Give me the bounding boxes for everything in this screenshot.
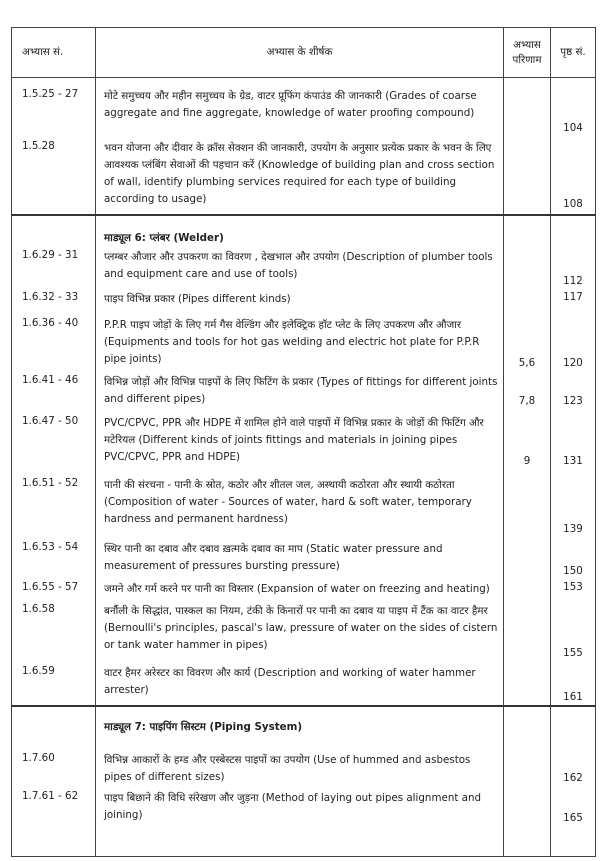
page-no: 153 [551, 579, 596, 601]
exercise-title: स्थिर पानी का दबाव और दबाव ख़त्मके दबाव का माप (Static water pressure and measurement of pressures bursting pressure) [96, 537, 504, 579]
exercise-outcome [504, 661, 551, 705]
table-row [12, 249, 596, 289]
exercise-no: 1.5.25 - 27 [12, 78, 96, 136]
exercise-title: P.P.R पाइप जोड़ों के लिए गर्म गैस वेल्डिंग और इलेक्ट्रिक हॉट प्लेट के लिए उपकरण और औजार (Equipments and tools for hot gas welding and electric hot plate for P.P.R pipe joints) [96, 313, 504, 371]
table-row [12, 371, 596, 411]
table-row [12, 313, 596, 371]
header-exercise-no: अभ्यास सं. [12, 28, 96, 78]
exercise-no: 1.6.47 - 50 [12, 411, 96, 475]
exercise-title: मोटे समुच्चय और महीन समुच्चय के ग्रेड, वाटर प्रूफिंग कंपाउंड की जानकारी (Grades of coarse aggregate and fine aggregate, knowledge of water proofing compound) [96, 78, 504, 136]
header-page-no: पृष्ठ सं. [551, 28, 596, 78]
page-no: 104 [551, 78, 596, 136]
exercise-title: वाटर हैमर अरेस्टर का विवरण और कार्य (Description and working of water hammer arrester) [96, 661, 504, 705]
exercise-no: 1.6.51 - 52 [12, 475, 96, 537]
header-title: अभ्यास के शीर्षक [96, 28, 504, 78]
exercise-title: विभिन्न आकारों के हम्ड और एस्बेस्टस पाइपों का उपयोग (Use of hummed and asbestos pipes of different sizes) [96, 742, 504, 786]
table-row [12, 289, 596, 313]
page-no: 162 [551, 742, 596, 786]
page-no: 131 [551, 411, 596, 475]
exercise-title: पानी की संरचना - पानी के स्रोत, कठोर और शीतल जल, अस्थायी कठोरता और स्थायी कठोरता (Composition of water - Sources of water, hard & soft water, temporary hardness and permanent hardness) [96, 475, 504, 537]
page-no: 165 [551, 786, 596, 826]
exercise-no: 1.6.55 - 57 [12, 579, 96, 601]
table-row [12, 475, 596, 537]
page-no: 108 [551, 136, 596, 214]
header-row [12, 28, 596, 78]
page-no: 161 [551, 661, 596, 705]
exercise-no: 1.6.32 - 33 [12, 289, 96, 313]
exercise-no: 1.5.28 [12, 136, 96, 214]
exercise-title: PVC/CPVC, PPR और HDPE में शामिल होने वाले पाइपों में विभिन्न प्रकार के जोड़ों की फिटिंग और मटेरियल (Different kinds of joints fittings and materials in joining pipes PVC/CPVC, PPR and HDPE) [96, 411, 504, 475]
table-row [12, 537, 596, 579]
exercise-no: 1.6.36 - 40 [12, 313, 96, 371]
table-row [12, 661, 596, 705]
header-outcome: अभ्यास परिणाम [504, 28, 551, 78]
exercise-outcome: 9 [504, 411, 551, 475]
contents-table [11, 27, 596, 857]
module-7-heading: माड्यूल 7: पाइपिंग सिस्टम (Piping System) [96, 706, 504, 742]
exercise-outcome [504, 289, 551, 313]
exercise-outcome: 5,6 [504, 313, 551, 371]
page-no: 123 [551, 371, 596, 411]
exercise-outcome [504, 249, 551, 289]
exercise-title: भवन योजना और दीवार के क्रॉस सेक्शन की जानकारी, उपयोग के अनुसार प्रत्येक प्रकार के भवन के लिए आवश्यक प्लंबिंग सेवाओं की पहचान करें (Knowledge of building plan and cross section of wall, identify plumbing services required for each type of building according to usage) [96, 136, 504, 214]
table-row [12, 579, 596, 601]
exercise-no: 1.6.41 - 46 [12, 371, 96, 411]
page-no: 139 [551, 475, 596, 537]
exercise-title: प्लम्बर औजार और उपकरण का विवरण , देखभाल और उपयोग (Description of plumber tools and equipment care and use of tools) [96, 249, 504, 289]
exercise-outcome [504, 786, 551, 826]
exercise-title: बर्नौली के सिद्धांत, पास्कल का नियम, टंकी के किनारों पर पानी का दबाव या पाइप में टैंक का वाटर हैमर (Bernoulli's principles, pascal's law, pressure of water on the sides of cistern or tank water hammer in pipes) [96, 601, 504, 661]
exercise-title: जमने और गर्म करने पर पानी का विस्तार (Expansion of water on freezing and heating) [96, 579, 504, 601]
exercise-no: 1.6.29 - 31 [12, 249, 96, 289]
exercise-outcome [504, 537, 551, 579]
exercise-no: 1.7.60 [12, 742, 96, 786]
module-heading-row [12, 706, 596, 742]
exercise-outcome [504, 78, 551, 136]
exercise-no: 1.6.59 [12, 661, 96, 705]
table-row [12, 411, 596, 475]
exercise-title: विभिन्न जोड़ों और विभिन्न पाइपों के लिए फिटिंग के प्रकार (Types of fittings for different joints and different pipes) [96, 371, 504, 411]
exercise-title: पाइप विभिन्न प्रकार (Pipes different kinds) [96, 289, 504, 313]
exercise-outcome [504, 475, 551, 537]
exercise-no: 1.6.58 [12, 601, 96, 661]
page-no: 150 [551, 537, 596, 579]
table-row [12, 742, 596, 786]
exercise-no: 1.6.53 - 54 [12, 537, 96, 579]
exercise-outcome [504, 742, 551, 786]
exercise-outcome [504, 579, 551, 601]
table-row [12, 78, 596, 136]
table-row [12, 601, 596, 661]
module-6-heading: माड्यूल 6: प्लंबर (Welder) [96, 215, 504, 249]
page-no: 117 [551, 289, 596, 313]
exercise-outcome [504, 136, 551, 214]
exercise-outcome [504, 601, 551, 661]
module-heading-row [12, 215, 596, 249]
table-row [12, 786, 596, 826]
exercise-outcome: 7,8 [504, 371, 551, 411]
table-row [12, 136, 596, 214]
page-no: 155 [551, 601, 596, 661]
page-no: 120 [551, 313, 596, 371]
exercise-no: 1.7.61 - 62 [12, 786, 96, 826]
page-no: 112 [551, 249, 596, 289]
exercise-title: पाइप बिछाने की विधि संरेखण और जुड़ना (Method of laying out pipes alignment and joining) [96, 786, 504, 826]
